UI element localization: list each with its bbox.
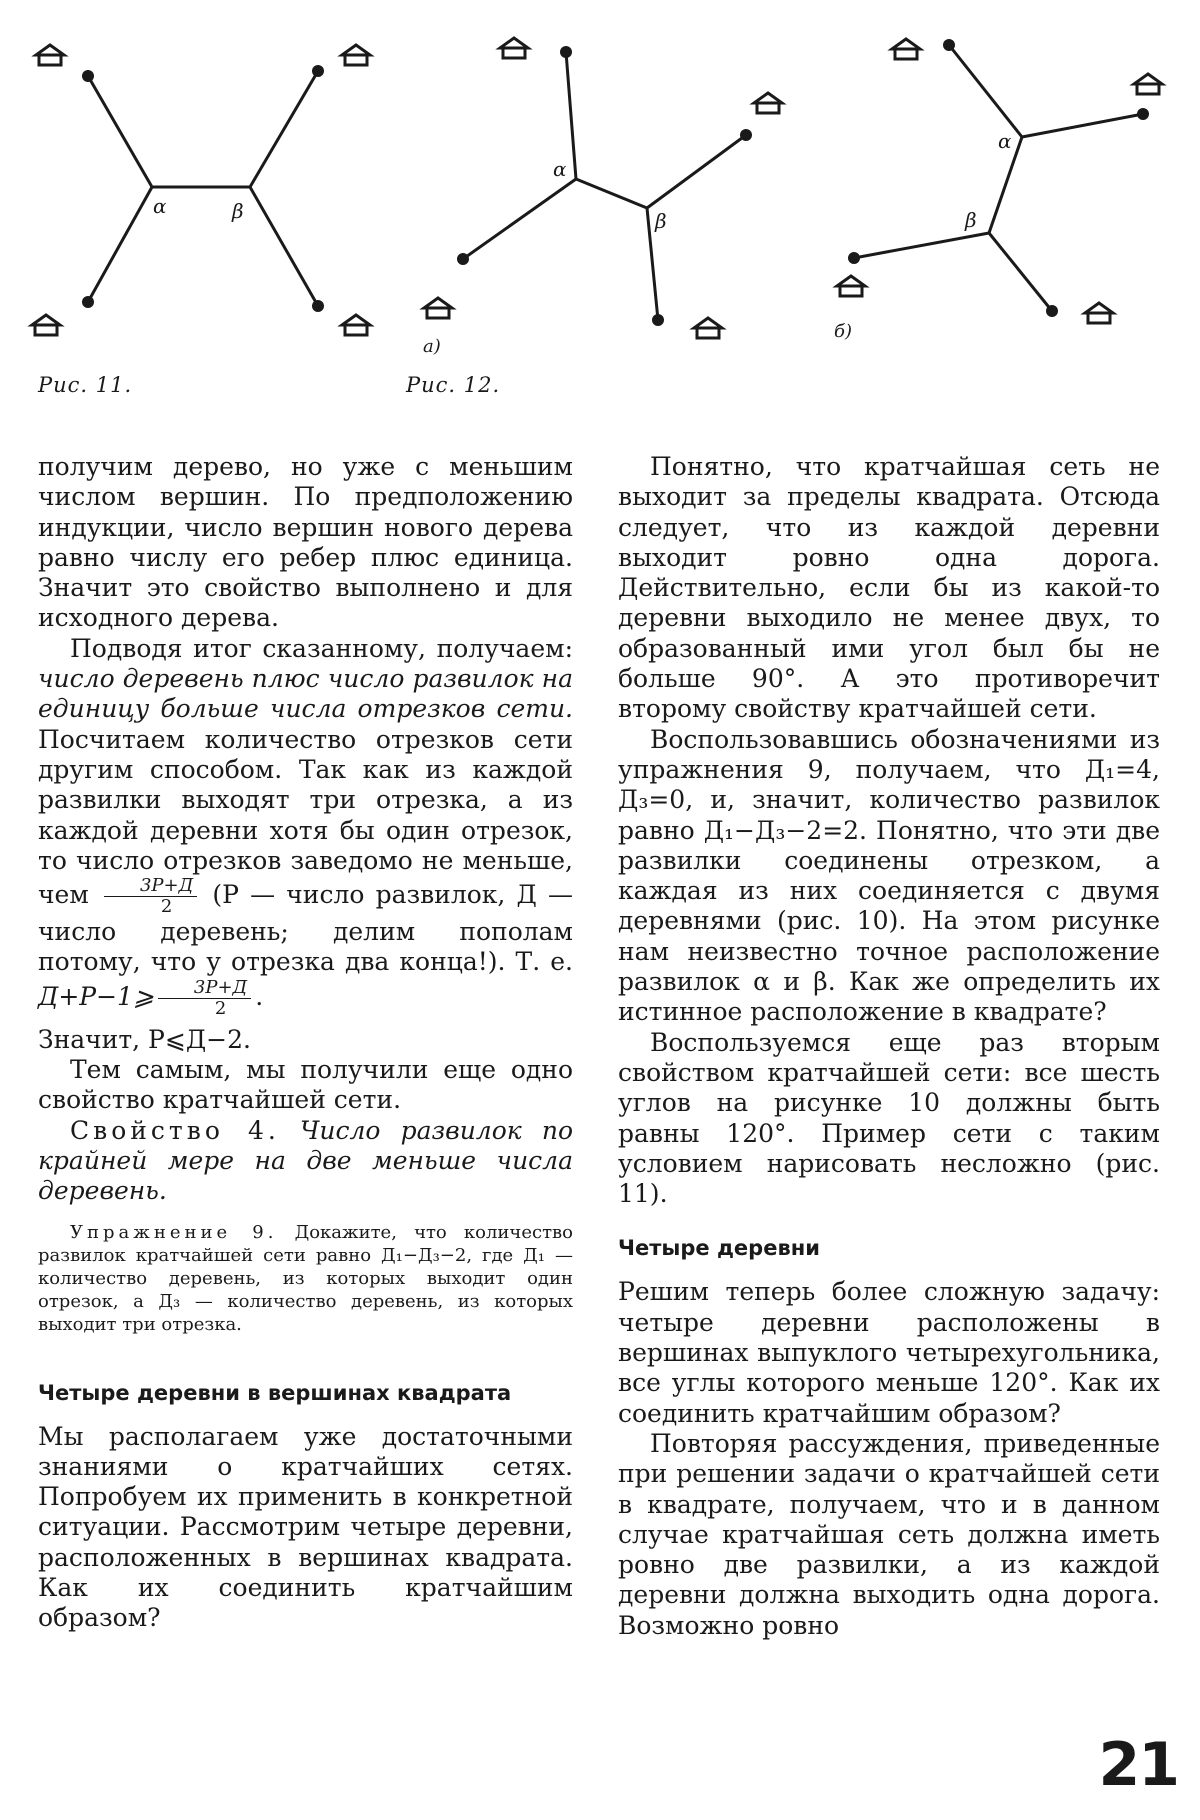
village-dot [312, 300, 324, 312]
house-icon [342, 315, 370, 335]
fraction [104, 876, 197, 917]
village-dot [560, 46, 572, 58]
edge [566, 52, 576, 179]
house-icon [1085, 303, 1113, 323]
exercise-text: Докажите, что количество развилок кратчайшей сети равно Д₁−Д₃−2, где Д₁ — количество деревень, из которых выходит один отрезок, а Д₃ — количество деревень, из которых выходит три отрезка. [38, 1221, 573, 1335]
fraction-denominator: 2 [214, 997, 227, 1019]
section-heading: Четыре деревни [618, 1236, 820, 1261]
village-dot [457, 253, 469, 265]
house-icon [36, 45, 64, 65]
property-text: Число развилок по крайней мере на две меньше числа деревень. [38, 1115, 573, 1206]
village-dot [652, 314, 664, 326]
figure-11 [88, 71, 318, 306]
left-column [38, 452, 573, 1634]
node-alpha-label: α [553, 157, 567, 181]
fraction [158, 978, 251, 1019]
village-dot [740, 129, 752, 141]
village-dot [1137, 108, 1149, 120]
village-dot [82, 70, 94, 82]
section-heading: Четыре деревни в вершинах квадрата [38, 1380, 512, 1405]
house-icon [754, 93, 782, 113]
house-icon [500, 38, 528, 58]
paragraph: Повторяя рассуждения, приведенные при решении задачи о кратчайшей сети в квадрате, получаем, что и в данном случае кратчайшая сеть должна иметь ровно две развилки, а из каждой деревни должна выходить одна дорога. Возможно ровно [618, 1428, 1160, 1640]
fig11-caption: Рис. 11. [38, 373, 133, 397]
fig12b-sublabel: б) [834, 321, 853, 342]
village-dot [312, 65, 324, 77]
figure-12a [463, 52, 746, 320]
figure-12b [854, 45, 1143, 311]
edge [576, 179, 647, 208]
property-label: Свойство 4. [70, 1115, 280, 1145]
edge [463, 179, 576, 259]
fig12-caption: Рис. 12. [406, 373, 501, 397]
figures-area [0, 0, 1200, 400]
text: (Р — число развилок, Д — число деревень; делим пополам потому, что у отрезка два конца!). Т. е. [38, 880, 573, 977]
house-icon [892, 39, 920, 59]
page-number: 21 [1098, 1730, 1178, 1800]
edge [647, 135, 746, 208]
node-alpha-label: α [998, 129, 1012, 153]
edge [250, 71, 318, 187]
edge [854, 233, 989, 258]
house-icon [424, 298, 452, 318]
exercise-label: Упражнение 9. [70, 1221, 278, 1243]
edge [250, 187, 318, 306]
node-beta-label: β [655, 209, 667, 233]
text: . [255, 981, 264, 1011]
paragraph: получим дерево, но уже с меньшим числом вершин. По предположению индукции, число вершин нового дерева равно числу его ребер плюс единица. Значит это свойство выполнено и для исходного дерева. [38, 452, 573, 633]
inequality: Д+Р−1⩾ [38, 981, 154, 1011]
text: Подводя итог сказанному, получаем: [70, 633, 573, 663]
node-alpha-label: α [153, 194, 167, 218]
paragraph: Тем самым, мы получили еще одно свойство кратчайшей сети. [38, 1055, 573, 1115]
paragraph: Мы располагаем уже достаточными знаниями о кратчайших сетях. Попробуем их применить в конкретной ситуации. Рассмотрим четыре деревни, расположенных в вершинах квадрата. Как их соединить кратчайшим образом? [38, 1421, 573, 1633]
village-dot [943, 39, 955, 51]
paragraph-summary [38, 634, 573, 1019]
edge [949, 45, 1022, 137]
fraction-denominator: 2 [160, 896, 173, 918]
house-icon [694, 318, 722, 338]
exercise-9 [38, 1221, 573, 1336]
node-beta-label: β [232, 199, 244, 223]
paragraph: Воспользуемся еще раз вторым свойством кратчайшей сети: все шесть углов на рисунке 10 должны быть равны 120°. Пример сети с таким условием нарисовать несложно (рис. 11). [618, 1027, 1160, 1209]
property-4 [38, 1116, 573, 1207]
fraction-numerator: 3Р+Д [158, 978, 251, 999]
house-icon [32, 315, 60, 335]
fig12a-sublabel: а) [423, 336, 441, 357]
edge [989, 233, 1052, 311]
fraction-numerator: 3Р+Д [104, 876, 197, 897]
village-dot [82, 296, 94, 308]
edge [88, 76, 152, 187]
paragraph: Понятно, что кратчайшая сеть не выходит за пределы квадрата. Отсюда следует, что из каждой деревни выходит ровно одна дорога. Действительно, если бы из какой-то деревни выходило не менее двух, то образованный ими угол был бы не больше 90°. А это противоречит второму свойству кратчайшей сети. [618, 452, 1160, 724]
edge [1022, 114, 1143, 137]
house-icon [1134, 74, 1162, 94]
paragraph: Воспользовавшись обозначениями из упражнения 9, получаем, что Д₁=4, Д₃=0, и, значит, количество развилок равно Д₁−Д₃−2=2. Понятно, что эти две развилки соединены отрезком, а каждая из них соединяется с двумя деревнями (рис. 10). На этом рисунке нам неизвестно точное расположение развилок α и β. Как же определить их истинное расположение в квадрате? [618, 724, 1160, 1027]
right-column [618, 452, 1160, 1641]
node-beta-label: β [965, 208, 977, 232]
text: Посчитаем количество отрезков сети другим способом. Так как из каждой развилки выходят три отрезка, а из каждой деревни хотя бы один отрезок, то число отрезков заведомо не меньше, чем [38, 724, 573, 910]
paragraph: Значит, Р⩽Д−2. [38, 1024, 251, 1054]
edge [88, 187, 152, 302]
village-dot [848, 252, 860, 264]
house-icon [342, 45, 370, 65]
paragraph: Решим теперь более сложную задачу: четыре деревни расположены в вершинах выпуклого четырехугольника, все углы которого меньше 120°. Как их соединить кратчайшим образом? [618, 1277, 1160, 1428]
emphasis: число деревень плюс число развилок на единицу больше числа отрезков сети. [38, 664, 573, 724]
village-dot [1046, 305, 1058, 317]
house-icon [837, 276, 865, 296]
